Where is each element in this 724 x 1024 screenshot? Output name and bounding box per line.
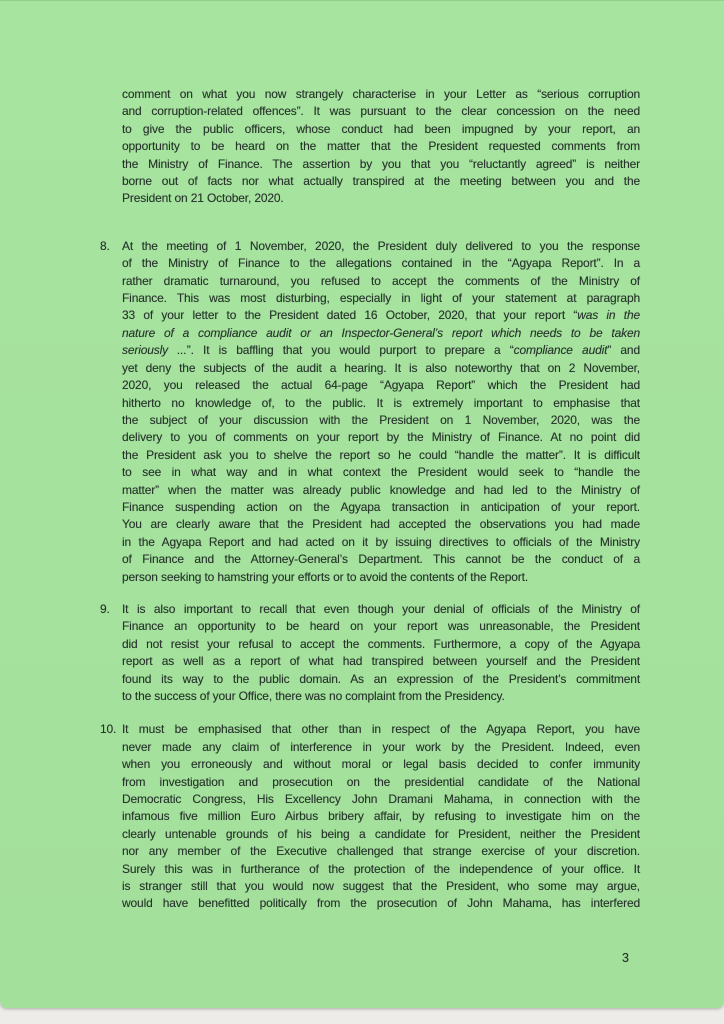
page-number: 3 [622, 951, 629, 965]
paragraph-text [122, 601, 640, 705]
text-line: the President ask you to shelve the report so he could “handle the matter”. It is difficult [122, 447, 640, 462]
text-line: Finance an opportunity to be heard on your report was unreasonable, the President [122, 619, 640, 634]
text-line: It must be emphasised that other than in respect of the Agyapa Report, you have [122, 722, 640, 737]
text-line: and corruption-related offences”. It was pursuant to the clear concession on the need [122, 104, 640, 119]
text-line: delivery to you of comments on your report by the Ministry of Finance. At no point did [122, 430, 640, 445]
text-line: President on 21 October, 2020. [122, 191, 284, 206]
letter-body [100, 86, 640, 913]
text-line: clearly untenable grounds of his being a candidate for President, neither the President [122, 826, 640, 841]
text-line: infamous five million Euro Airbus bribery affair, by refusing to investigate him on the [122, 809, 640, 824]
text-line: comment on what you now strangely characterise in your Letter as “serious corruption [122, 87, 640, 101]
text-line: would have benefitted politically from the prosecution of John Mahama, has interfered [122, 896, 640, 911]
text-line: matter” when the matter was already public knowledge and had led to the Ministry of [122, 482, 640, 497]
text-line: You are clearly aware that the President had accepted the observations you had made [122, 517, 640, 532]
text-line: of Finance and the Attorney-General’s Department. This cannot be the conduct of a [122, 552, 640, 567]
text-line: nature of a compliance audit or an Inspector-General’s report which needs to be taken [122, 325, 640, 340]
text-line: report as well as a report of what had transpired between yourself and the President [122, 654, 640, 669]
text-line: did not resist your refusal to accept the comments. Furthermore, a copy of the Agyapa [122, 636, 640, 651]
text-line: Surely this was in furtherance of the protection of the independence of your office. It [122, 861, 640, 876]
paragraph-8 [100, 238, 640, 586]
text-line: is stranger still that you would now suggest that the President, who some may argue, [122, 879, 640, 894]
text-line: At the meeting of 1 November, 2020, the President duly delivered to you the response [122, 238, 640, 253]
text-line: 2020, you released the actual 64-page “Agyapa Report” which the President had [122, 378, 640, 393]
paragraph-number: 9. [100, 601, 110, 616]
paragraph-continuation [122, 86, 640, 208]
text-line: rather dramatic turnaround, you refused to accept the comments of the Ministry of [122, 273, 640, 288]
paragraph-text [122, 721, 640, 912]
text-line: to give the public officers, whose conduct had been impugned by your report, an [122, 121, 640, 136]
text-line: the Ministry of Finance. The assertion by you that you “reluctantly agreed” is neither [122, 156, 640, 171]
text-line: It is also important to recall that even though your denial of officials of the Ministry of [122, 601, 640, 616]
paragraph-9 [100, 601, 640, 705]
text-line: of the Ministry of Finance to the allegations contained in the “Agyapa Report”. In a [122, 256, 640, 271]
text-line: the subject of your discussion with the President on 1 November, 2020, was the [122, 412, 640, 427]
text-line: in the Agyapa Report and had acted on it by issuing directives to officials of the Ministry [122, 534, 640, 549]
paragraph-number: 8. [100, 238, 110, 253]
text-line: Finance suspending action on the Agyapa transaction in anticipation of your report. [122, 499, 640, 514]
text-line: 33 of your letter to the President dated 16 October, 2020, that your report “was in the [122, 308, 640, 323]
text-line: found its way to the public domain. As an expression of the President’s commitment [122, 671, 640, 686]
text-line: yet deny the subjects of the audit a hearing. It is also noteworthy that on 2 November, [122, 360, 640, 375]
text-line: Democratic Congress, His Excellency John Dramani Mahama, in connection with the [122, 792, 640, 807]
text-line: borne out of facts nor what actually transpired at the meeting between you and the [122, 174, 640, 189]
text-line: hitherto no knowledge of, to the public. It is extremely important to emphasise that [122, 395, 640, 410]
text-line: person seeking to hamstring your efforts or to avoid the contents of the Report. [122, 569, 529, 584]
text-line: nor any member of the Executive challenged that strange exercise of your discretion. [122, 844, 640, 859]
paragraph-text [122, 86, 640, 208]
text-line: never made any claim of interference in your work by the President. Indeed, even [122, 739, 640, 754]
text-line: Finance. This was most disturbing, especially in light of your statement at paragraph [122, 291, 640, 306]
text-line: seriously ...”. It is baffling that you would purport to prepare a “compliance audit” and [122, 343, 640, 358]
paragraph-10 [100, 721, 640, 912]
text-line: from investigation and prosecution on the presidential candidate of the National [122, 774, 640, 789]
text-line: to see in what way and in what context the President would seek to “handle the [122, 465, 640, 480]
paragraph-number: 10. [100, 722, 117, 737]
text-line: to the success of your Office, there was no complaint from the Presidency. [122, 689, 505, 703]
text-line: opportunity to be heard on the matter that the President requested comments from [122, 139, 640, 154]
paragraph-text [122, 238, 640, 586]
text-line: when you erroneously and without moral or legal basis decided to confer immunity [122, 757, 640, 772]
